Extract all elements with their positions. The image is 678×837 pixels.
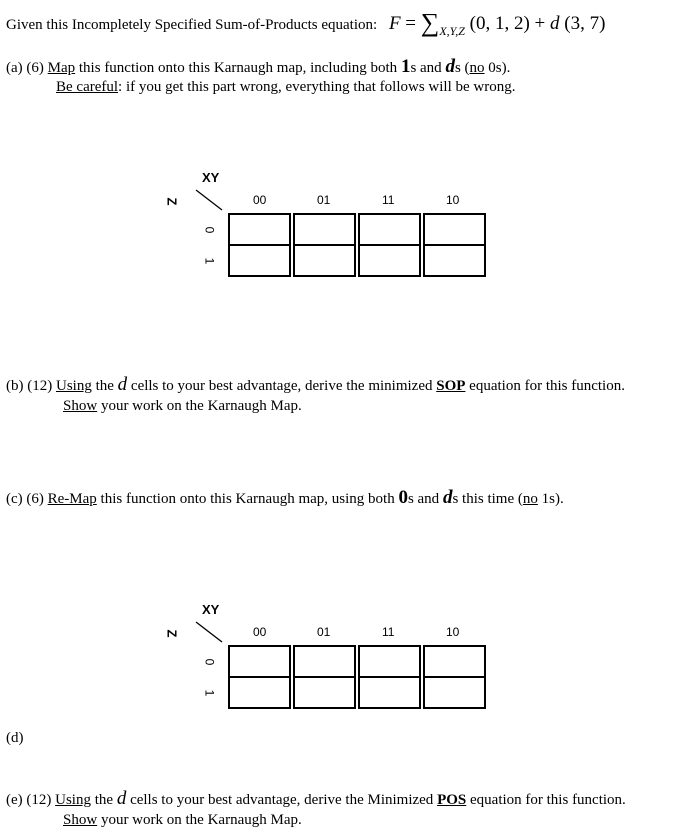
ones-symbol: 1 [400,56,411,77]
kmap-c-row-var: Z [164,629,180,638]
kmap-c-col-10: 10 [446,625,460,639]
kmap-c-cell[interactable] [358,645,421,678]
part-a-text-2: s and [410,60,446,76]
kmap-a-col-01: 01 [317,193,331,207]
part-a-line2 [56,78,515,96]
part-b-prefix: (b) (12) [6,378,56,394]
kmap-a-cell[interactable] [293,213,356,246]
kmap-c-diagonal [194,620,224,644]
part-d-label: (d) [6,730,24,746]
show-word: Show [63,398,98,414]
kmap-a-cell[interactable] [358,213,421,246]
part-a-text: this function onto this Karnaugh map, including both [75,60,401,76]
careful-text: : if you get this part wrong, everything that follows will be wrong. [118,79,516,95]
using-word: Using [55,792,91,808]
kmap-a-cell[interactable] [228,213,291,246]
part-a-text-3: s ( [454,60,470,76]
part-e-line1 [6,790,626,809]
sigma-subscript: X,Y,Z [439,24,465,38]
no-word: no [469,60,485,76]
sop-word: SOP [436,378,466,394]
part-c-text-2: s and [407,491,443,507]
part-b-line1 [6,376,625,395]
d-symbol: d [442,487,453,508]
kmap-a-col-var: XY [202,170,220,185]
part-a-end: 0s). [484,60,511,76]
kmap-c-cell[interactable] [293,645,356,678]
map-word: Map [47,60,76,76]
part-c-end: 1s). [537,491,564,507]
kmap-c-col-00: 00 [253,625,267,639]
part-e-text: cells to your best advantage, derive the Minimized [126,792,438,808]
kmap-a-cell[interactable] [293,244,356,277]
kmap-c-cell[interactable] [358,676,421,709]
kmap-a-row-var: Z [164,197,180,206]
part-b-the: the [91,378,118,394]
d-symbol: d [445,56,455,77]
kmap-a-col-11: 11 [382,193,395,207]
zeros-symbol: 0 [398,487,408,508]
pos-word: POS [437,792,467,808]
minterm-list: (0, 1, 2) + [464,13,551,34]
show-word: Show [63,812,98,828]
kmap-c-cell[interactable] [293,676,356,709]
part-a-prefix: (a) (6) [6,60,48,76]
part-a-line1 [6,58,510,77]
kmap-a-cell[interactable] [228,244,291,277]
kmap-a-cell[interactable] [423,244,486,277]
d-symbol: d [116,788,127,809]
kmap-a-row-1: 1 [202,257,217,265]
part-c-line1 [6,489,564,508]
part-c-prefix: (c) (6) [6,491,48,507]
kmap-a-cell[interactable] [423,213,486,246]
dont-care-symbol: d [550,13,560,34]
part-e-prefix: (e) (12) [6,792,56,808]
show-text: your work on the Karnaugh Map. [97,812,302,828]
kmap-c-cell[interactable] [423,676,486,709]
kmap-a-cell[interactable] [358,244,421,277]
part-b-line2 [63,397,302,415]
intro-text: Given this Incompletely Specified Sum-of-Products equation: [6,17,378,33]
kmap-c-col-01: 01 [317,625,331,639]
careful-word: Be careful [56,79,119,95]
remap-word: Re-Map [47,491,97,507]
karnaugh-map-a [160,168,460,278]
kmap-a-diagonal [194,188,224,212]
no-word: no [522,491,538,507]
kmap-a-col-10: 10 [446,193,460,207]
kmap-c-row-1: 1 [202,689,217,697]
part-c-text: this function onto this Karnaugh map, using both [96,491,399,507]
sigma-symbol: ∑ [420,8,440,37]
using-word: Using [55,378,92,394]
kmap-c-cell[interactable] [228,676,291,709]
kmap-c-cell[interactable] [228,645,291,678]
d-symbol: d [117,374,128,395]
part-e-end: equation for this function. [466,792,626,808]
kmap-c-cell[interactable] [423,645,486,678]
kmap-a-col-00: 00 [253,193,267,207]
equation-lhs: F [388,13,401,34]
kmap-c-col-11: 11 [382,625,395,639]
part-b-end: equation for this function. [465,378,625,394]
karnaugh-map-c [160,600,460,710]
part-e-the: the [90,792,117,808]
show-text: your work on the Karnaugh Map. [97,398,302,414]
dont-care-list: (3, 7) [559,13,606,34]
part-c-text-3: s this time ( [452,491,523,507]
problem-statement [6,8,606,38]
part-b-text: cells to your best advantage, derive the minimized [127,378,437,394]
part-e-line2 [63,811,302,829]
kmap-c-col-var: XY [202,602,220,617]
kmap-c-row-0: 0 [202,658,217,666]
equation-equals: = [400,13,421,34]
kmap-a-row-0: 0 [202,226,217,234]
